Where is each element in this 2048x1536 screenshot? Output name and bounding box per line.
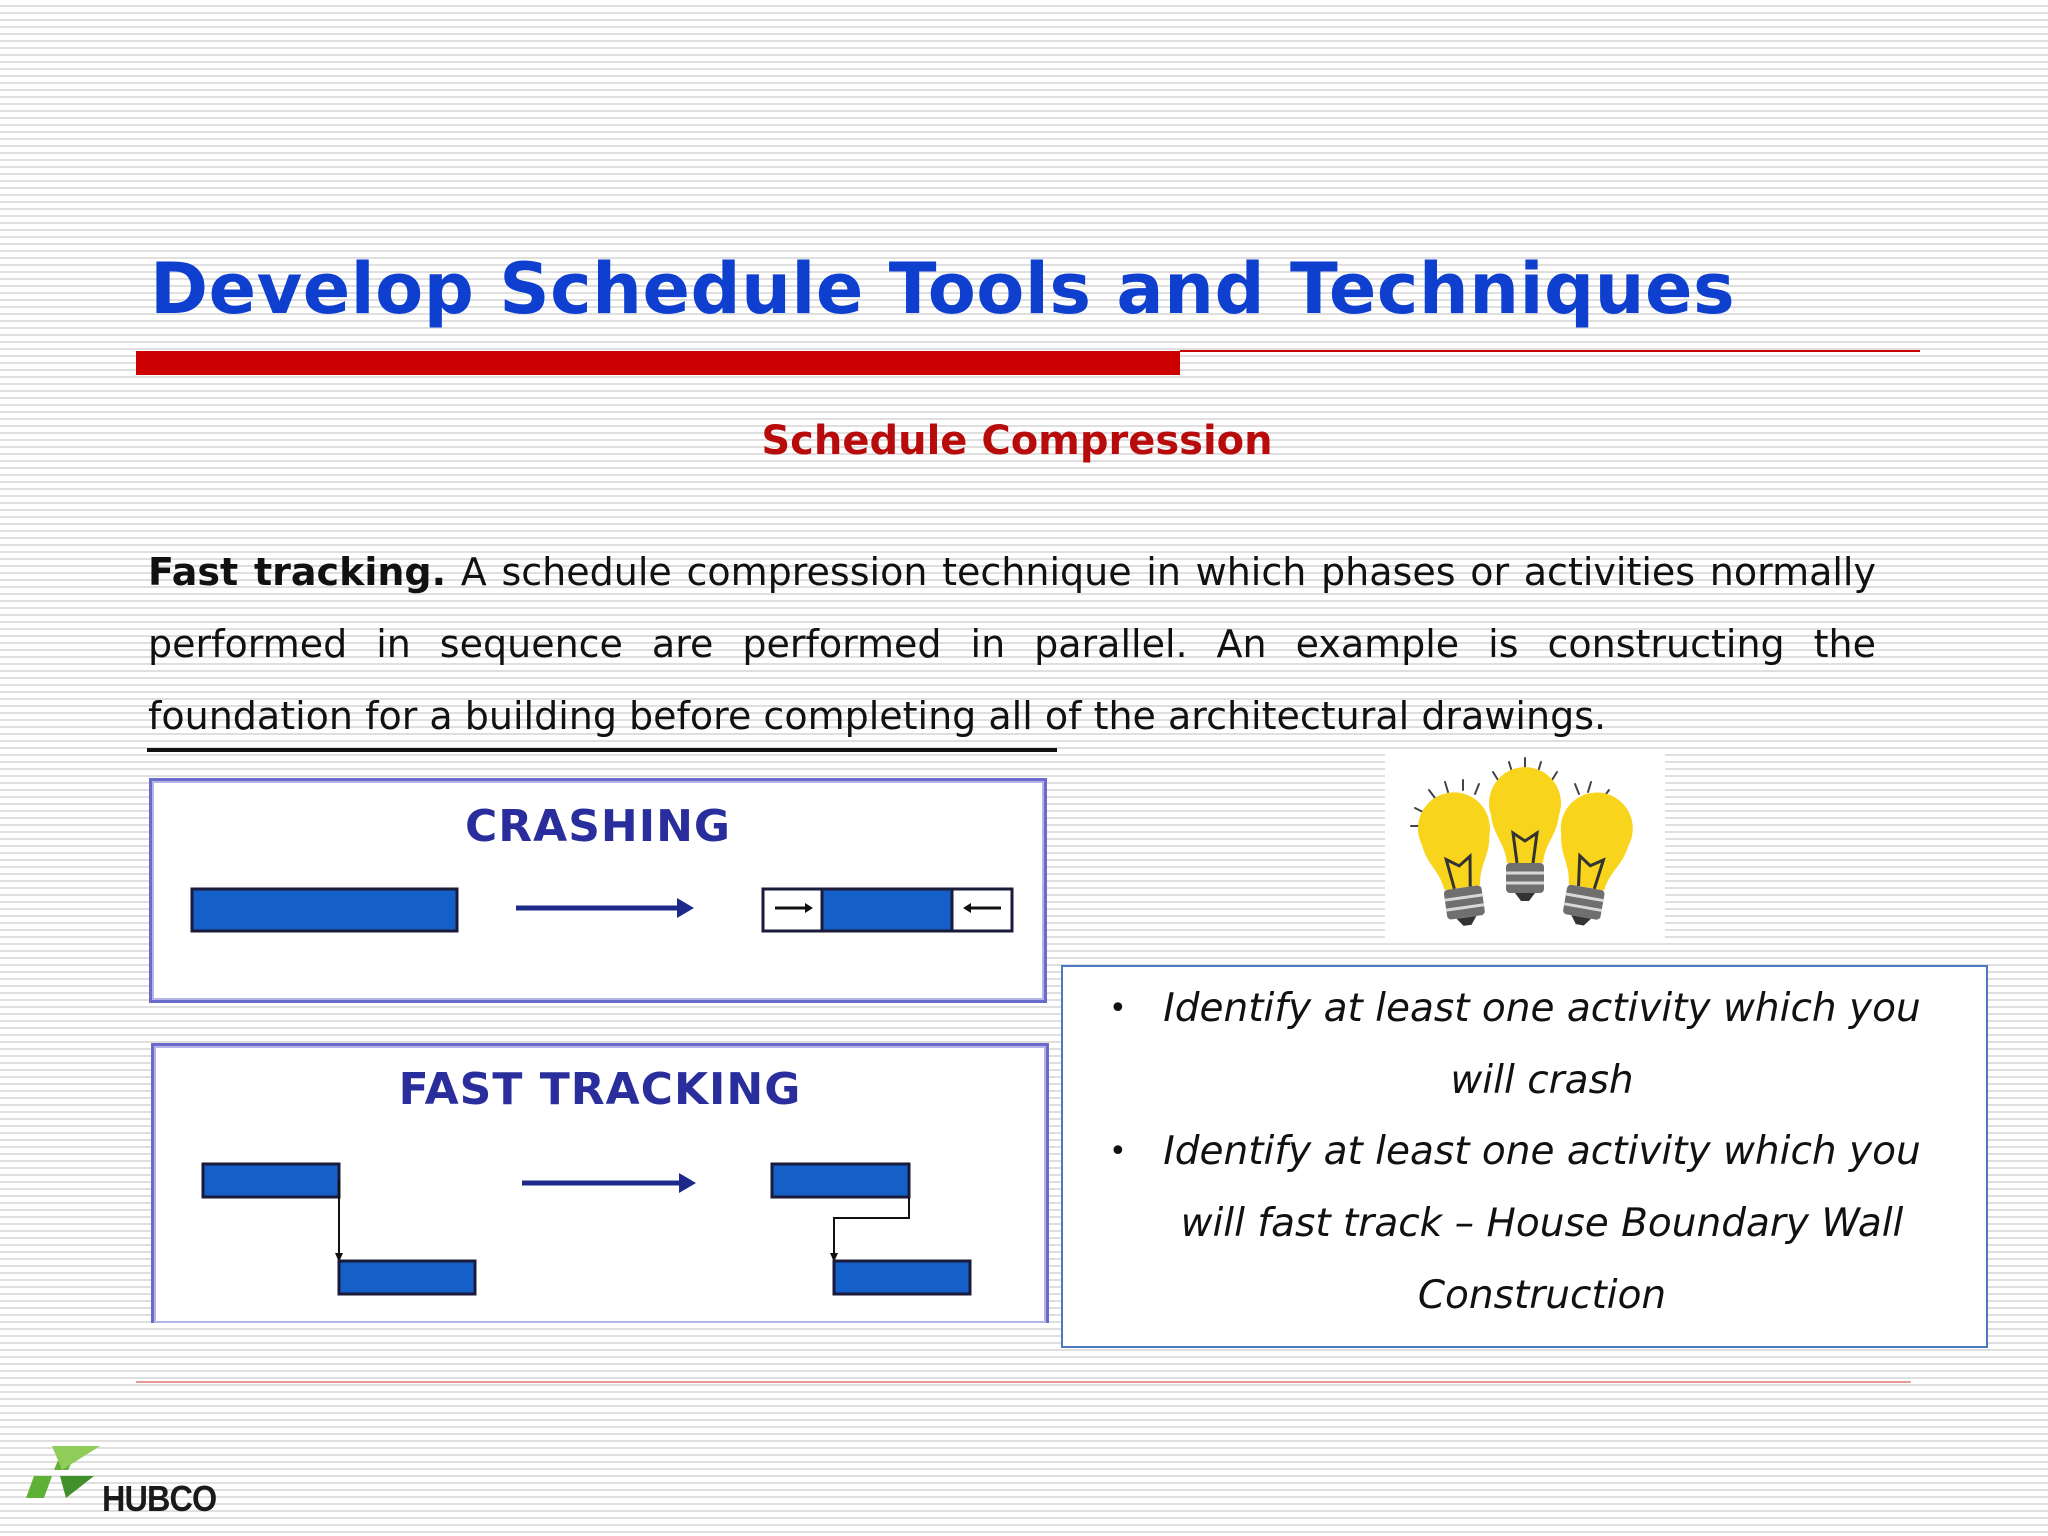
fast-tracking-label: FAST TRACKING	[398, 1064, 802, 1115]
hubco-logo-icon	[20, 1444, 100, 1516]
bullet-icon: •	[1109, 1134, 1127, 1169]
title-underline-thin	[1180, 350, 1920, 352]
footer-divider	[136, 1381, 1911, 1383]
crashing-bar-compressed	[763, 889, 1012, 931]
note-text: Identify at least one activity which you will fast track – House Boundary Wall Construction	[1163, 1129, 1921, 1318]
definition-text: A schedule compression technique in which phases or activities normally performed in sequence are performed in parallel. An example is constructing the foundation for a building before completing all of the architectural drawings.	[148, 550, 1876, 738]
fast-tracking-diagram	[151, 1043, 1049, 1323]
slide-title: Develop Schedule Tools and Techniques	[150, 248, 1736, 330]
crashing-bar-original	[192, 889, 457, 931]
crashing-diagram	[149, 778, 1047, 1003]
definition-paragraph	[148, 536, 1876, 752]
paragraph-divider	[147, 748, 1057, 752]
arrow-right-icon	[516, 898, 694, 918]
light-bulbs-illustration	[1385, 750, 1665, 940]
fast-tracking-sequential-bars	[203, 1164, 475, 1294]
note-text: Identify at least one activity which you will crash	[1163, 986, 1921, 1103]
fast-tracking-overlapped-bars	[772, 1164, 970, 1294]
definition-term: Fast tracking.	[148, 550, 447, 594]
arrow-right-icon	[522, 1173, 696, 1193]
light-bulb-icon	[1385, 750, 1665, 940]
title-underline-thick	[136, 351, 1180, 375]
crashing-label: CRASHING	[464, 801, 732, 852]
bullet-icon: •	[1109, 991, 1127, 1026]
activity-notes-box	[1061, 965, 1988, 1348]
crashing-graphic	[149, 778, 1047, 1003]
section-subtitle: Schedule Compression	[761, 418, 1273, 464]
hubco-logo-text: HUBCO	[102, 1478, 217, 1519]
fast-tracking-graphic	[151, 1043, 1049, 1323]
